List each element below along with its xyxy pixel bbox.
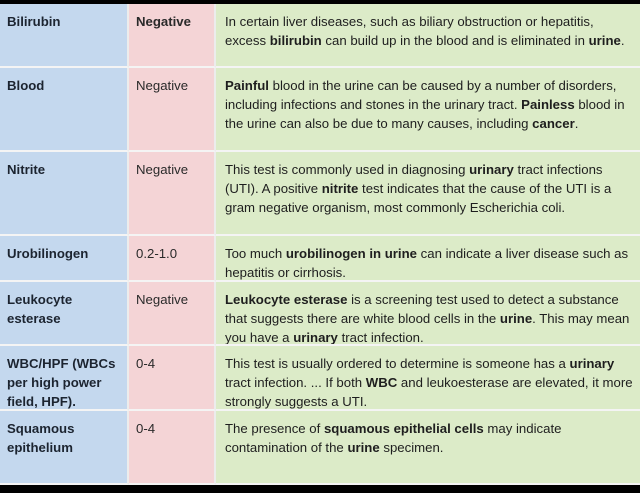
- description-bold-text: squamous epithelial cells: [323, 421, 484, 436]
- description-bold-text: Leukocyte esterase: [225, 292, 348, 307]
- description-bold-text: urinary: [293, 330, 338, 345]
- description-bold-text: urine: [347, 440, 380, 455]
- description-text: may indicate contamination of the: [225, 421, 562, 455]
- test-description-leukocyte-esterase: [216, 282, 640, 346]
- test-value-nitrite: Negative: [129, 152, 216, 236]
- test-description-nitrite: [216, 152, 640, 236]
- description-bold-text: bilirubin: [269, 33, 322, 48]
- description-bold-text: nitrite: [321, 181, 359, 196]
- description-bold-text: Painful: [225, 78, 269, 93]
- test-name-blood: Blood: [0, 68, 129, 152]
- description-text: tract infections (UTI). A positive: [225, 162, 603, 196]
- test-description-blood: [216, 68, 640, 152]
- test-name-wbc-hpf: WBC/HPF (WBCs per high power field, HPF).: [0, 346, 129, 411]
- test-description-squamous-epithelium: [216, 411, 640, 485]
- description-text: In certain liver diseases, such as biliary obstruction or hepatitis, excess: [225, 14, 594, 48]
- description-bold-text: urinary: [469, 162, 514, 177]
- test-name-leukocyte-esterase: Leukocyte esterase: [0, 282, 129, 346]
- description-text: tract infection. ... If both: [225, 375, 366, 390]
- description-text: The presence of: [225, 421, 324, 436]
- test-value-urobilinogen: 0.2-1.0: [129, 236, 216, 282]
- description-bold-text: Painless: [521, 97, 575, 112]
- test-name-nitrite: Nitrite: [0, 152, 129, 236]
- description-bold-text: urinary: [569, 356, 615, 371]
- description-text: can build up in the blood and is eliminated in: [321, 33, 589, 48]
- description-text: tract infection.: [337, 330, 424, 345]
- description-text: test indicates that the cause of the UTI is a gram negative organism, most commonly Escherichia coli.: [225, 181, 612, 215]
- description-text: can indicate a liver disease such as hepatitis or cirrhosis.: [225, 246, 629, 280]
- test-name-bilirubin: Bilirubin: [0, 4, 129, 68]
- description-bold-text: urine: [499, 311, 533, 326]
- test-description-bilirubin: [216, 4, 640, 68]
- test-value-leukocyte-esterase: Negative: [129, 282, 216, 346]
- description-text: .: [574, 116, 579, 131]
- description-text: is a screening test used to detect a substance that suggests there are white blood cells in the: [225, 292, 619, 326]
- description-text: This test is commonly used in diagnosing: [225, 162, 470, 177]
- description-text: . This may mean you have a: [225, 311, 630, 345]
- description-text: blood in the urine can be caused by a number of disorders, including infections and stones in the urinary tract.: [225, 78, 617, 112]
- description-bold-text: cancer: [532, 116, 575, 131]
- description-bold-text: WBC: [365, 375, 398, 390]
- description-text: This test is usually ordered to determine is someone has a: [225, 356, 570, 371]
- urinalysis-table: [0, 4, 640, 485]
- description-bold-text: urobilinogen in urine: [285, 246, 417, 261]
- description-text: .: [620, 33, 625, 48]
- description-text: specimen.: [379, 440, 444, 455]
- test-value-wbc-hpf: 0-4: [129, 346, 216, 411]
- test-value-bilirubin: Negative: [129, 4, 216, 68]
- test-value-squamous-epithelium: 0-4: [129, 411, 216, 485]
- description-text: Too much: [225, 246, 286, 261]
- description-bold-text: urine: [588, 33, 621, 48]
- test-name-urobilinogen: Urobilinogen: [0, 236, 129, 282]
- description-text: blood in the urine can also be due to many causes, including: [225, 97, 625, 131]
- test-description-urobilinogen: [216, 236, 640, 282]
- test-description-wbc-hpf: [216, 346, 640, 411]
- test-name-squamous-epithelium: Squamous epithelium: [0, 411, 129, 485]
- description-text: and leukoesterase are elevated, it more strongly suggests a UTI.: [225, 375, 633, 409]
- test-value-blood: Negative: [129, 68, 216, 152]
